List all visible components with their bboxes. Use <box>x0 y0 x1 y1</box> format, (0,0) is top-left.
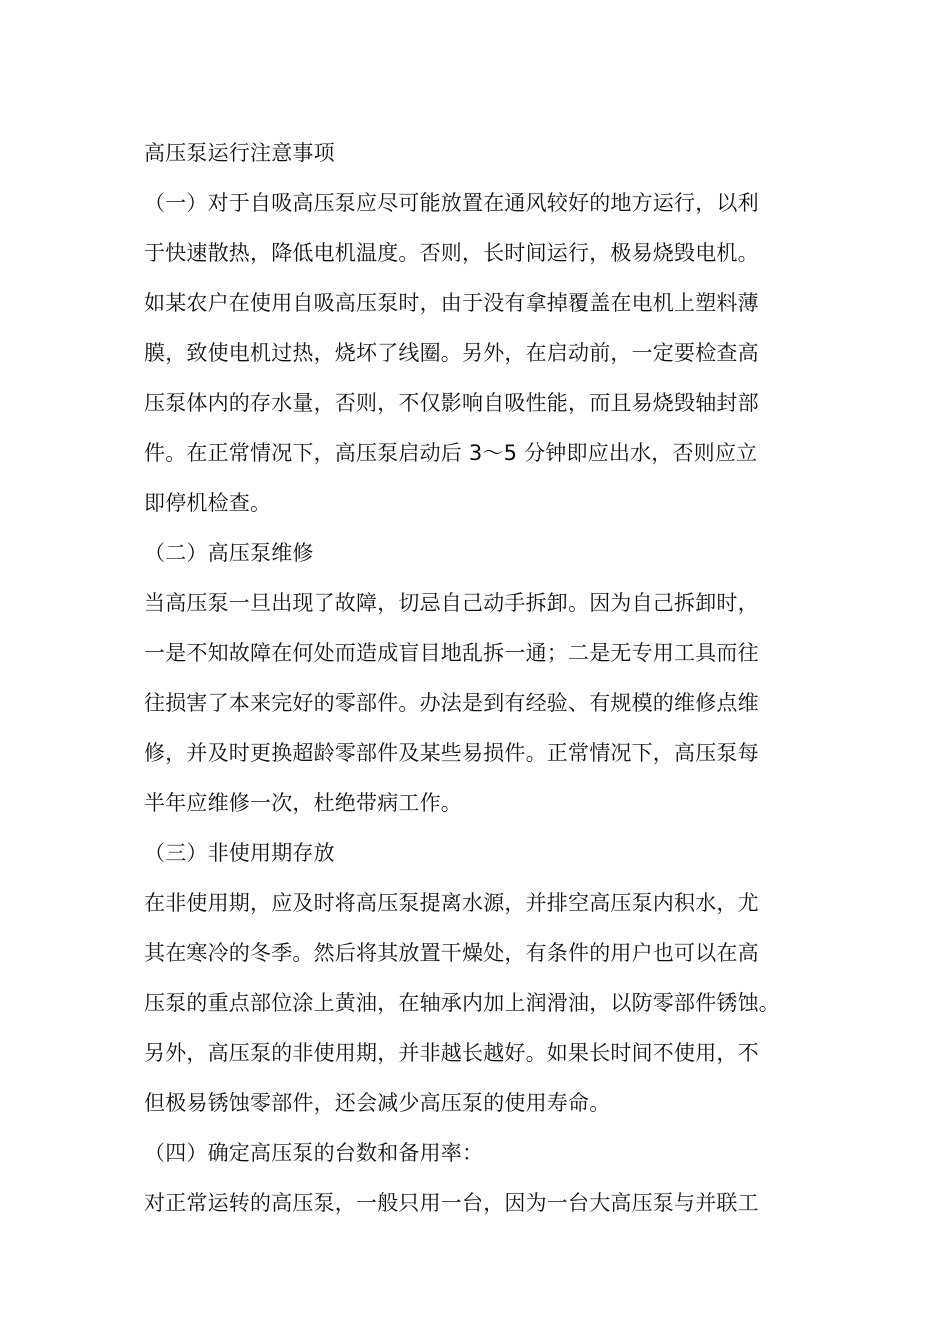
document-title: 高压泵运行注意事项 <box>144 141 335 165</box>
paragraph-line: 压泵的重点部位涂上黄油，在轴承内加上润滑油，以防零部件锈蚀。 <box>144 991 780 1015</box>
paragraph-line: 其在寒冷的冬季。然后将其放置干燥处，有条件的用户也可以在高 <box>144 941 759 965</box>
paragraph-line: 当高压泵一旦出现了故障，切忌自己动手拆卸。因为自己拆卸时， <box>144 591 759 615</box>
paragraph-line: 即停机检查。 <box>144 491 272 515</box>
paragraph-line: 修，并及时更换超龄零部件及某些易损件。正常情况下，高压泵每 <box>144 741 759 765</box>
paragraph-line: 一是不知故障在何处而造成盲目地乱拆一通；二是无专用工具而往 <box>144 641 759 665</box>
paragraph-line: 于快速散热，降低电机温度。否则，长时间运行，极易烧毁电机。 <box>144 241 759 265</box>
paragraph-line: 半年应维修一次，杜绝带病工作。 <box>144 791 462 815</box>
section-heading: （三）非使用期存放 <box>144 841 335 865</box>
paragraph-line: 件。在正常情况下，高压泵启动后 3～5 分钟即应出水，否则应立 <box>144 441 758 465</box>
section-heading: （二）高压泵维修 <box>144 541 314 565</box>
document-body <box>144 128 824 1228</box>
paragraph-line: 如某农户在使用自吸高压泵时，由于没有拿掉覆盖在电机上塑料薄 <box>144 291 759 315</box>
paragraph-line: 膜，致使电机过热，烧坏了线圈。另外，在启动前，一定要检查高 <box>144 341 759 365</box>
paragraph-line: 压泵体内的存水量，否则，不仅影响自吸性能，而且易烧毁轴封部 <box>144 391 759 415</box>
paragraph-line: 在非使用期，应及时将高压泵提离水源，并排空高压泵内积水，尤 <box>144 891 759 915</box>
paragraph-line: 但极易锈蚀零部件，还会减少高压泵的使用寿命。 <box>144 1091 611 1115</box>
paragraph-line: （一）对于自吸高压泵应尽可能放置在通风较好的地方运行，以利 <box>144 191 759 215</box>
paragraph-line: 往损害了本来完好的零部件。办法是到有经验、有规模的维修点维 <box>144 691 759 715</box>
paragraph-line: 另外，高压泵的非使用期，并非越长越好。如果长时间不使用，不 <box>144 1041 759 1065</box>
paragraph-line: 对正常运转的高压泵，一般只用一台，因为一台大高压泵与并联工 <box>144 1191 759 1215</box>
section-heading: （四）确定高压泵的台数和备用率： <box>144 1141 484 1165</box>
